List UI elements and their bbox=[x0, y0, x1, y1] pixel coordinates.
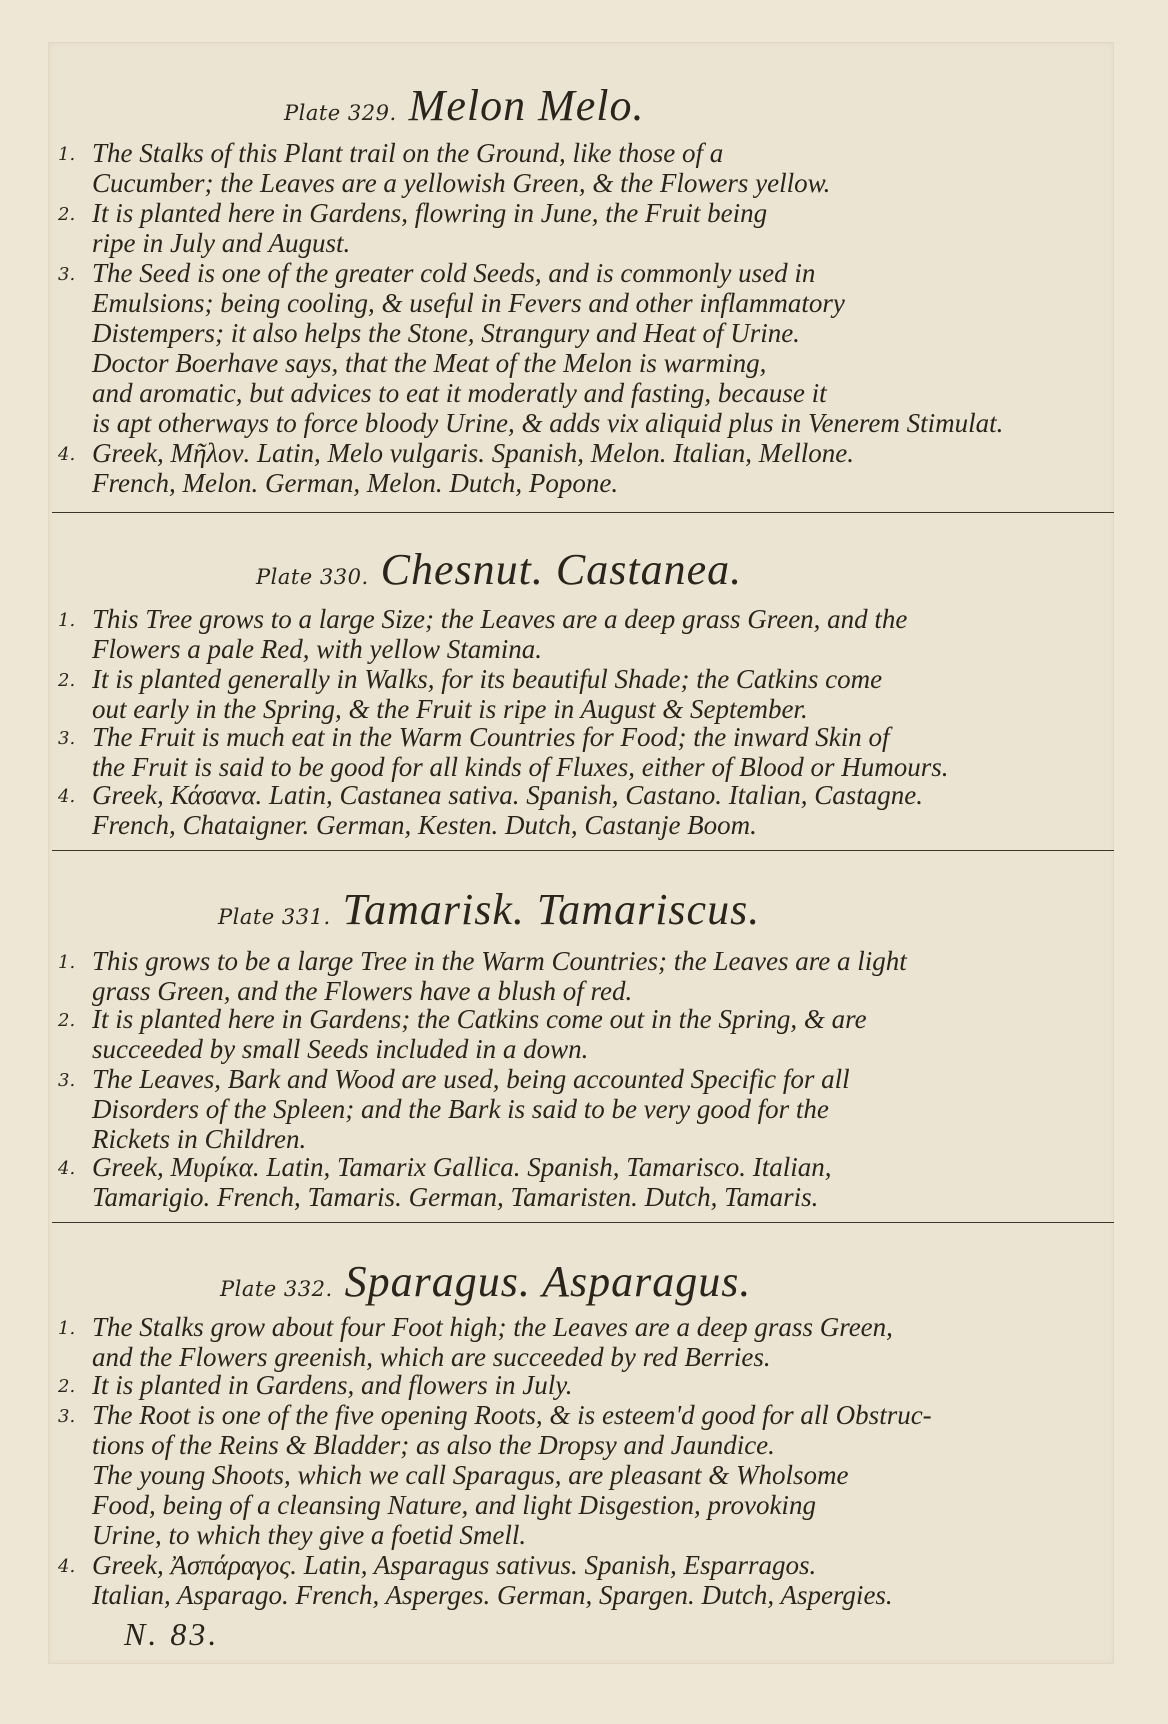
entry-line: It is planted in Gardens, and flowers in July. bbox=[92, 1370, 573, 1400]
entry-line: and aromatic, but advices to eat it moderatly and fasting, because it bbox=[92, 378, 827, 408]
entry-line: Greek, Κάσανα. Latin, Castanea sativa. Spanish, Castano. Italian, Castagne. bbox=[92, 780, 924, 810]
entry-line: The Seed is one of the greater cold Seeds, and is commonly used in bbox=[92, 258, 816, 288]
entry-line: Greek, Μῆλον. Latin, Melo vulgaris. Spanish, Melon. Italian, Mellone. bbox=[92, 438, 854, 468]
entry-line: Cucumber; the Leaves are a yellowish Green, & the Flowers yellow. bbox=[92, 168, 831, 198]
entry-number: 1. bbox=[58, 610, 76, 631]
entry-line: Distempers; it also helps the Stone, Strangury and Heat of Urine. bbox=[92, 318, 800, 348]
entry-number: 4. bbox=[58, 1556, 76, 1577]
entry-line: succeeded by small Seeds included in a down. bbox=[92, 1034, 589, 1064]
entry-line: It is planted generally in Walks, for its beautiful Shade; the Catkins come bbox=[92, 664, 883, 694]
entry-number: 2. bbox=[58, 204, 76, 225]
entry-number: 3. bbox=[58, 1070, 76, 1091]
entry-line: The Fruit is much eat in the Warm Countries for Food; the inward Skin of bbox=[92, 722, 890, 752]
entry-number: 3. bbox=[58, 264, 76, 285]
plant-title: Sparagus. Asparagus. bbox=[344, 1257, 752, 1306]
entry-number: 1. bbox=[58, 144, 76, 165]
entry-line: Tamarigio. French, Tamaris. German, Tamaristen. Dutch, Tamaris. bbox=[92, 1182, 819, 1212]
plate-number: Plate 329. bbox=[284, 101, 397, 125]
entry-line: grass Green, and the Flowers have a blush of red. bbox=[92, 976, 633, 1006]
entry-line: French, Chataigner. German, Kesten. Dutch, Castanje Boom. bbox=[92, 810, 757, 840]
section-heading bbox=[218, 884, 1168, 935]
entry-line: Flowers a pale Red, with yellow Stamina. bbox=[92, 634, 542, 664]
entry-line: Italian, Asparago. French, Asperges. German, Spargen. Dutch, Aspergies. bbox=[92, 1580, 893, 1610]
entry-number: 3. bbox=[58, 1406, 76, 1427]
section-heading bbox=[284, 80, 1168, 131]
entry-line: The Root is one of the five opening Roots, & is esteem'd good for all Obstruc- bbox=[92, 1400, 932, 1430]
entry-line: and the Flowers greenish, which are succeeded by red Berries. bbox=[92, 1342, 771, 1372]
entry-line: tions of the Reins & Bladder; as also the Dropsy and Jaundice. bbox=[92, 1430, 775, 1460]
entry-line: This grows to be a large Tree in the Warm Countries; the Leaves are a light bbox=[92, 946, 907, 976]
plate-number: Plate 330. bbox=[256, 565, 369, 589]
entry-number: 4. bbox=[58, 1158, 76, 1179]
entry-line: Food, being of a cleansing Nature, and light Disgestion, provoking bbox=[92, 1490, 816, 1520]
entry-number: 4. bbox=[58, 786, 76, 807]
plant-title: Chesnut. Castanea. bbox=[380, 545, 743, 594]
entry-line: Greek, Μυρίκα. Latin, Tamarix Gallica. Spanish, Tamarisco. Italian, bbox=[92, 1152, 832, 1182]
entry-number: 2. bbox=[58, 1010, 76, 1031]
entry-line: The Leaves, Bark and Wood are used, being accounted Specific for all bbox=[92, 1064, 850, 1094]
entry-number: 2. bbox=[58, 670, 76, 691]
entry-line: Disorders of the Spleen; and the Bark is said to be very good for the bbox=[92, 1094, 829, 1124]
entry-line: out early in the Spring, & the Fruit is ripe in August & September. bbox=[92, 694, 808, 724]
plate-signature: N. 83. bbox=[124, 1616, 220, 1652]
entry-line: Emulsions; being cooling, & useful in Fevers and other inflammatory bbox=[92, 288, 845, 318]
entry-number: 1. bbox=[58, 1318, 76, 1339]
section-divider bbox=[52, 1222, 1114, 1223]
entry-line: French, Melon. German, Melon. Dutch, Popone. bbox=[92, 468, 619, 498]
entry-number: 3. bbox=[58, 728, 76, 749]
plate-number: Plate 332. bbox=[220, 1277, 333, 1301]
section-heading bbox=[256, 544, 1168, 595]
plant-title: Melon Melo. bbox=[408, 81, 645, 130]
entry-line: This Tree grows to a large Size; the Leaves are a deep grass Green, and the bbox=[92, 604, 908, 634]
entry-line: is apt otherways to force bloody Urine, & adds vix aliquid plus in Venerem Stimulat. bbox=[92, 408, 1004, 438]
entry-number: 4. bbox=[58, 444, 76, 465]
section-divider bbox=[52, 512, 1114, 513]
entry-number: 1. bbox=[58, 952, 76, 973]
entry-line: The young Shoots, which we call Sparagus, are pleasant & Wholsome bbox=[92, 1460, 849, 1490]
section-divider bbox=[52, 850, 1114, 851]
entry-line: Rickets in Children. bbox=[92, 1124, 307, 1154]
section-heading bbox=[220, 1256, 1168, 1307]
entry-line: The Stalks of this Plant trail on the Ground, like those of a bbox=[92, 138, 724, 168]
entry-line: It is planted here in Gardens; the Catkins come out in the Spring, & are bbox=[92, 1004, 867, 1034]
plant-title: Tamarisk. Tamariscus. bbox=[342, 885, 761, 934]
entry-line: Greek, Ἀσπάραγος. Latin, Asparagus sativus. Spanish, Esparragos. bbox=[92, 1550, 817, 1580]
entry-line: the Fruit is said to be good for all kinds of Fluxes, either of Blood or Humours. bbox=[92, 752, 949, 782]
plate-number: Plate 331. bbox=[218, 905, 331, 929]
entry-line: It is planted here in Gardens, flowring in June, the Fruit being bbox=[92, 198, 768, 228]
entry-number: 2. bbox=[58, 1376, 76, 1397]
entry-line: Urine, to which they give a foetid Smell. bbox=[92, 1520, 527, 1550]
entry-line: The Stalks grow about four Foot high; the Leaves are a deep grass Green, bbox=[92, 1312, 893, 1342]
entry-line: ripe in July and August. bbox=[92, 228, 351, 258]
entry-line: Doctor Boerhave says, that the Meat of the Melon is warming, bbox=[92, 348, 767, 378]
